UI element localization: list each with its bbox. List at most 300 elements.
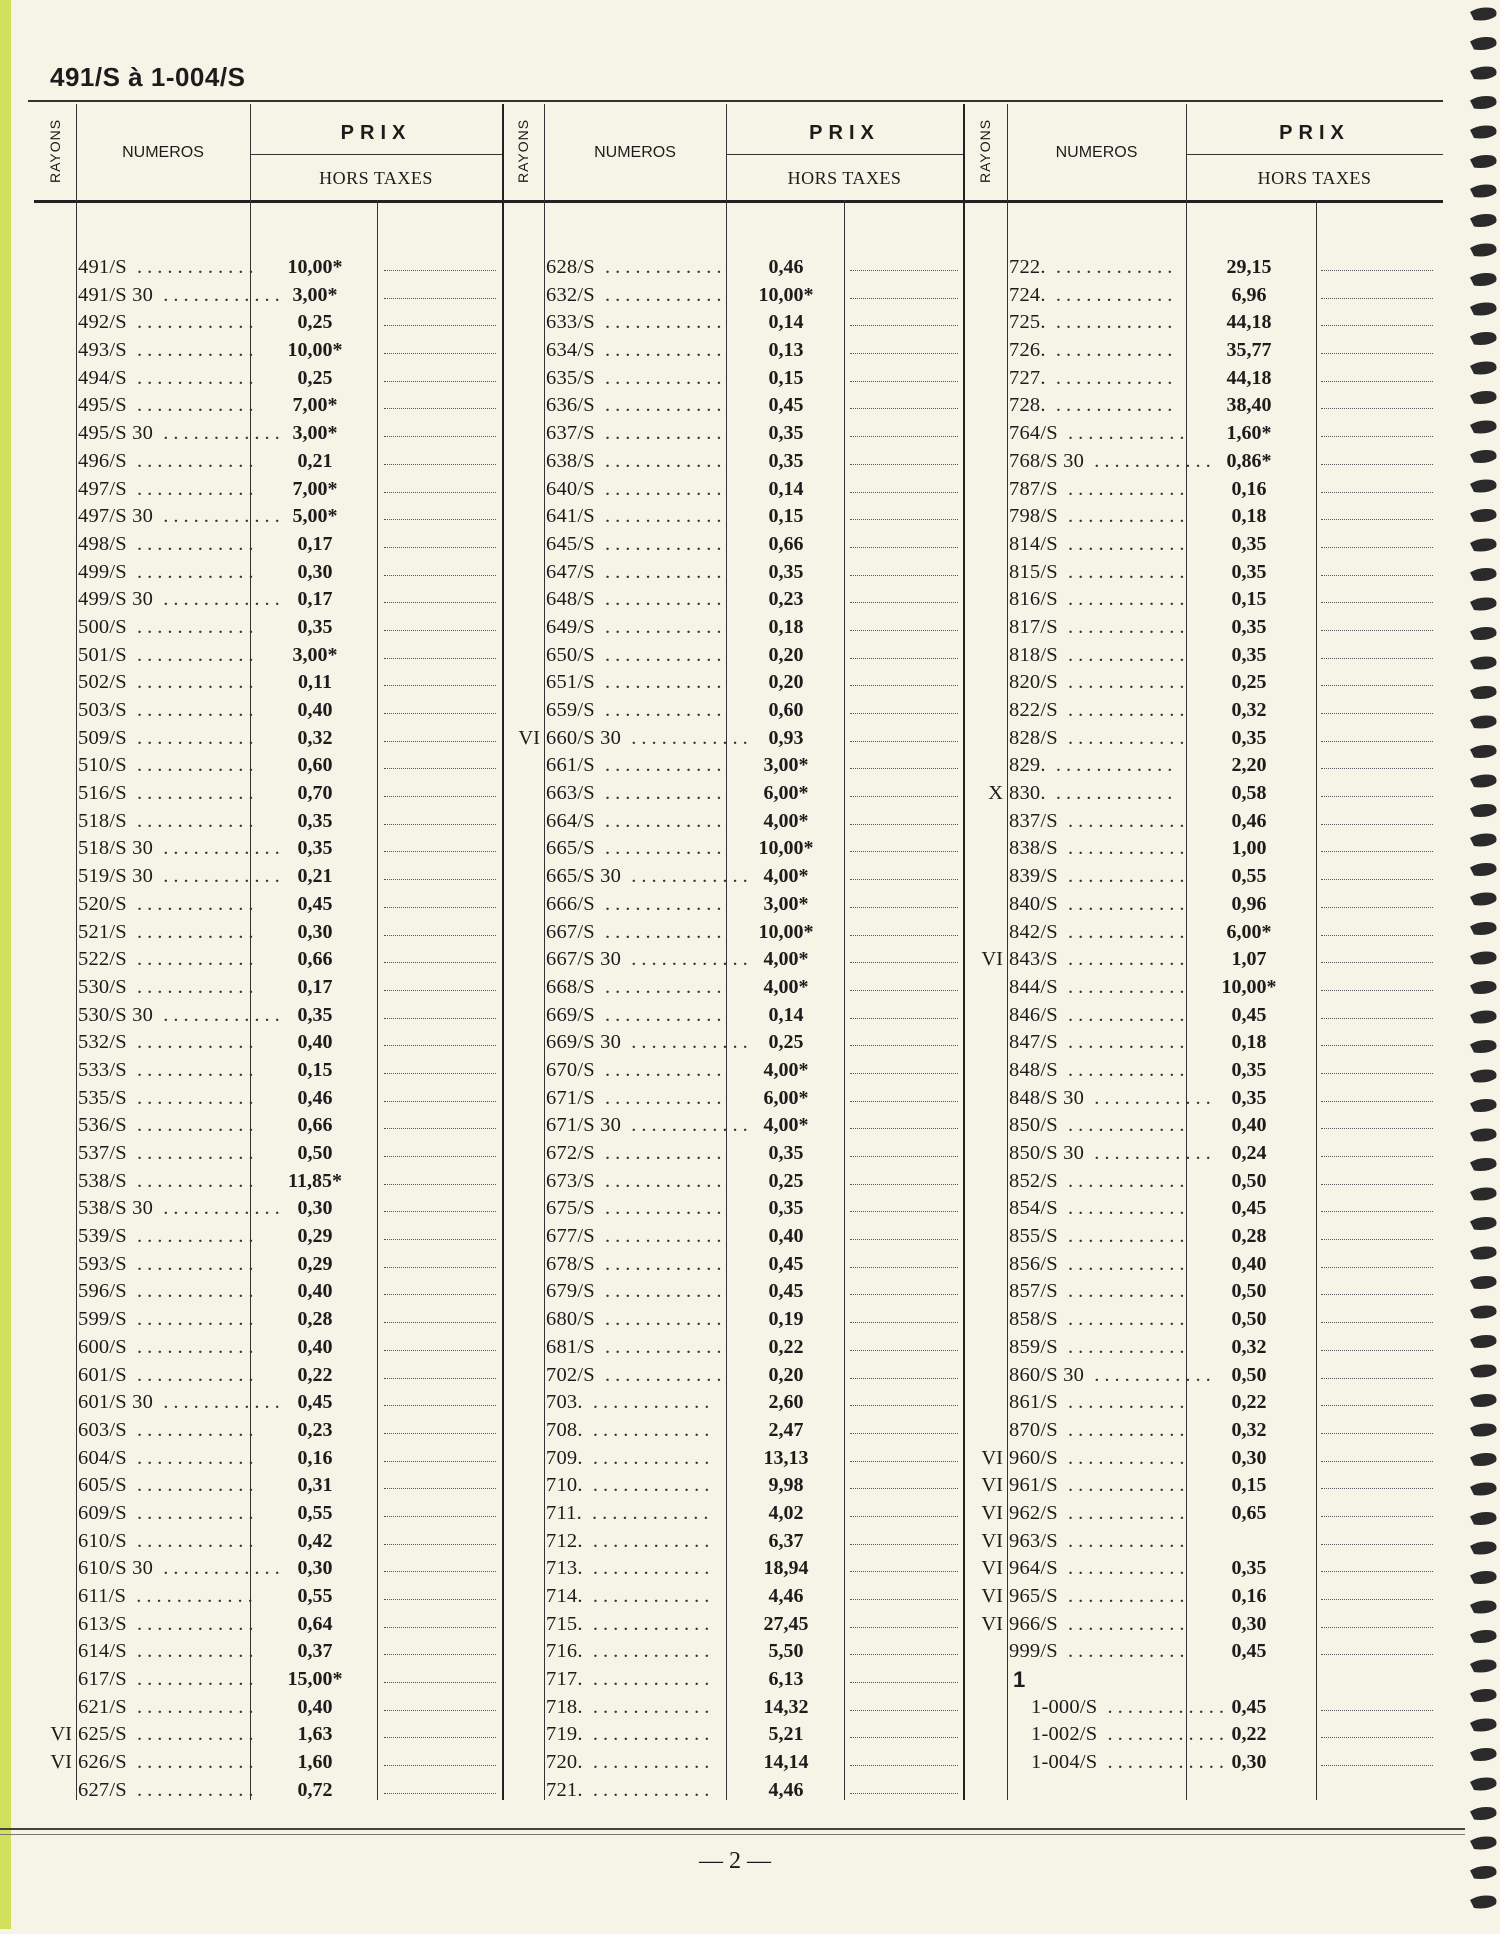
- price-cell: 0,20: [768, 671, 804, 694]
- spiral-ring: [1470, 1483, 1497, 1496]
- price-cell: 0,30: [1231, 1612, 1267, 1635]
- price-cell: 0,65: [1231, 1501, 1267, 1524]
- price-cell: 13,13: [763, 1446, 809, 1469]
- numero-cell: 678/S ............: [546, 1252, 727, 1275]
- table-row: [34, 476, 502, 504]
- numero-cell: 717. ............: [546, 1668, 715, 1691]
- numero-cell: 856/S ............: [1009, 1252, 1190, 1275]
- rayon-cell: VI: [981, 1501, 1003, 1524]
- price-cell: 29,15: [1226, 256, 1272, 278]
- spiral-ring: [1470, 362, 1497, 375]
- numero-cell: 536/S ............: [78, 1114, 259, 1137]
- table-row: [502, 586, 963, 614]
- spiral-ring: [1470, 1689, 1497, 1702]
- price-cell: 0,50: [1231, 1363, 1267, 1386]
- blank-price-line: [850, 1737, 958, 1738]
- table-row: [963, 1002, 1443, 1030]
- blank-price-line: [384, 381, 496, 382]
- spiral-ring: [1470, 1807, 1497, 1820]
- blank-price-line: [384, 630, 496, 631]
- blank-price-line: [384, 1654, 496, 1655]
- table-row: [34, 752, 502, 780]
- table-row: [34, 1362, 502, 1390]
- price-cell: 11,85*: [288, 1169, 342, 1192]
- blank-price-line: [850, 1018, 958, 1019]
- numero-cell: 713. ............: [546, 1557, 715, 1580]
- price-cell: 0,42: [297, 1529, 333, 1552]
- spiral-ring: [1470, 716, 1497, 729]
- numero-cell: 844/S ............: [1009, 975, 1190, 998]
- spiral-ring: [1470, 1424, 1497, 1437]
- table-row: [963, 642, 1443, 670]
- rayon-cell: VI: [981, 1529, 1003, 1552]
- blank-price-line: [384, 1793, 496, 1794]
- price-cell: 3,00*: [292, 422, 338, 445]
- numero-cell: 614/S ............: [78, 1640, 259, 1663]
- numero-cell: 857/S ............: [1009, 1280, 1190, 1303]
- numero-cell: 962/S ............: [1009, 1501, 1190, 1524]
- table-row: [34, 725, 502, 753]
- table-row: [502, 1195, 963, 1223]
- blank-price-line: [850, 962, 958, 963]
- blank-price-line: [384, 464, 496, 465]
- numero-cell: 798/S ............: [1009, 505, 1190, 528]
- blank-price-line: [384, 1488, 496, 1489]
- price-cell: 0,35: [1231, 726, 1267, 749]
- table-row: [502, 1251, 963, 1279]
- numero-cell: 626/S ............: [78, 1751, 259, 1774]
- price-cell: 7,00*: [292, 477, 338, 500]
- numero-cell: 712. ............: [546, 1529, 715, 1552]
- blank-price-line: [850, 1350, 958, 1351]
- numero-cell: 530/S ............: [78, 975, 259, 998]
- prix-header: PRIX: [1279, 122, 1350, 144]
- table-row: [34, 1140, 502, 1168]
- spiral-ring: [1470, 155, 1497, 168]
- numero-cell: 850/S ............: [1009, 1114, 1190, 1137]
- table-row: [34, 365, 502, 393]
- blank-price-line: [850, 879, 958, 880]
- price-cell: 0,22: [1231, 1391, 1267, 1414]
- price-cell: 0,45: [297, 1391, 333, 1414]
- price-cell: 6,13: [768, 1668, 804, 1691]
- numero-cell: 637/S ............: [546, 422, 727, 445]
- blank-price-line: [850, 408, 958, 409]
- blank-price-line: [1321, 547, 1433, 548]
- price-cell: 0,58: [1231, 782, 1267, 805]
- table-row: [963, 1085, 1443, 1113]
- numero-cell: 719. ............: [546, 1723, 715, 1746]
- price-cell: 0,32: [1231, 1418, 1267, 1441]
- spiral-ring: [1470, 1158, 1497, 1171]
- table-row: [963, 503, 1443, 531]
- rayon-cell: VI: [981, 1446, 1003, 1469]
- numeros-header: NUMEROS: [1055, 144, 1138, 161]
- price-cell: 6,00*: [1226, 920, 1272, 943]
- prix-header: PRIX: [809, 122, 880, 144]
- table-row: [502, 1168, 963, 1196]
- blank-price-line: [1321, 1322, 1433, 1323]
- price-cell: 0,30: [1231, 1446, 1267, 1469]
- price-cell: 0,64: [297, 1612, 333, 1635]
- table-row: [34, 1500, 502, 1528]
- numero-cell: 764/S ............: [1009, 422, 1190, 445]
- price-cell: 9,98: [768, 1474, 804, 1497]
- prix-header: PRIX: [340, 122, 412, 144]
- price-cell: 0,31: [297, 1474, 333, 1497]
- blank-price-line: [850, 1599, 958, 1600]
- blank-price-line: [850, 1211, 958, 1212]
- numero-cell: 647/S ............: [546, 560, 727, 583]
- numero-cell: 537/S ............: [78, 1142, 259, 1164]
- price-cell: 0,40: [297, 1280, 333, 1303]
- numero-cell: 966/S ............: [1009, 1612, 1190, 1635]
- numero-cell: 610/S ............: [78, 1529, 259, 1552]
- rayon-cell: VI: [518, 726, 540, 749]
- price-cell: 0,15: [768, 505, 804, 528]
- blank-price-line: [850, 436, 958, 437]
- table-row: [963, 1500, 1443, 1528]
- numero-cell: 625/S ............: [78, 1723, 259, 1746]
- table-row: [963, 1445, 1443, 1473]
- price-cell: 4,46: [768, 1778, 804, 1801]
- blank-price-line: [384, 1350, 496, 1351]
- price-cell: 35,77: [1226, 339, 1272, 362]
- blank-price-line: [1321, 907, 1433, 908]
- price-cell: 0,13: [768, 339, 804, 362]
- price-cell: 0,45: [1231, 1003, 1267, 1026]
- numero-cell: 593/S ............: [78, 1252, 259, 1275]
- blank-price-line: [850, 1433, 958, 1434]
- numero-cell: 669/S 30 ............: [546, 1031, 753, 1054]
- numero-cell: 627/S ............: [78, 1778, 259, 1801]
- numeros-header: NUMEROS: [122, 144, 204, 161]
- numero-cell: 716. ............: [546, 1640, 715, 1663]
- spiral-ring: [1470, 1630, 1497, 1643]
- table-row: [963, 835, 1443, 863]
- price-cell: 0,32: [1231, 699, 1267, 721]
- price-cell: 0,60: [297, 754, 333, 777]
- blank-price-line: [1321, 630, 1433, 631]
- table-row: [502, 752, 963, 780]
- table-row: [34, 1057, 502, 1085]
- price-cell: 0,14: [768, 311, 804, 334]
- blank-price-line: [1321, 1405, 1433, 1406]
- numeros-header: NUMEROS: [594, 144, 676, 161]
- table-row: [963, 1112, 1443, 1140]
- price-cell: 0,45: [1231, 1640, 1267, 1663]
- spiral-ring: [1470, 37, 1497, 50]
- blank-price-line: [850, 1045, 958, 1046]
- table-row: [963, 1195, 1443, 1223]
- blank-price-line: [384, 1267, 496, 1268]
- price-cell: 0,20: [768, 643, 804, 666]
- table-row: [963, 1721, 1443, 1749]
- spiral-ring: [1470, 1129, 1497, 1142]
- prix-divider: [250, 154, 502, 155]
- spiral-ring: [1470, 1276, 1497, 1289]
- price-cell: 14,14: [763, 1751, 809, 1774]
- spiral-ring: [1470, 332, 1497, 345]
- price-cell: 0,15: [297, 1058, 333, 1081]
- spiral-ring: [1470, 1217, 1497, 1230]
- spiral-ring: [1470, 67, 1497, 80]
- price-cell: 18,94: [763, 1557, 809, 1580]
- numero-cell: 503/S ............: [78, 699, 259, 721]
- price-cell: 7,00*: [292, 394, 338, 417]
- numero-cell: 820/S ............: [1009, 671, 1190, 694]
- blank-price-line: [850, 1516, 958, 1517]
- numero-cell: 668/S ............: [546, 975, 727, 998]
- table-row: [34, 1694, 502, 1722]
- table-row: [34, 780, 502, 808]
- numero-cell: 714. ............: [546, 1585, 715, 1607]
- spiral-ring: [1470, 1512, 1497, 1525]
- price-cell: 0,35: [1231, 1086, 1267, 1109]
- price-cell: 0,55: [297, 1501, 333, 1524]
- numero-cell: 721. ............: [546, 1778, 715, 1801]
- price-cell: 10,00*: [758, 283, 814, 306]
- blank-price-line: [384, 1544, 496, 1545]
- rayon-cell: VI: [981, 1474, 1003, 1497]
- blank-price-line: [1321, 1765, 1433, 1766]
- spiral-ring: [1470, 834, 1497, 847]
- numero-cell: 493/S ............: [78, 339, 259, 362]
- numero-cell: 501/S ............: [78, 643, 259, 666]
- table-row: [963, 1140, 1443, 1168]
- price-cell: 10,00*: [287, 339, 343, 362]
- blank-price-line: [384, 575, 496, 576]
- blank-price-line: [1321, 768, 1433, 769]
- blank-price-line: [384, 436, 496, 437]
- numero-cell: 870/S ............: [1009, 1418, 1190, 1441]
- price-cell: 0,29: [297, 1252, 333, 1275]
- price-cell: 0,30: [1231, 1751, 1267, 1774]
- table-row: [502, 1611, 963, 1639]
- spiral-ring: [1470, 981, 1497, 994]
- numero-cell: 677/S ............: [546, 1225, 727, 1248]
- numero-cell: 632/S ............: [546, 283, 727, 306]
- spiral-ring: [1470, 863, 1497, 876]
- prix-divider: [1186, 154, 1443, 155]
- price-cell: 1,00: [1231, 837, 1267, 860]
- numero-cell: 621/S ............: [78, 1695, 259, 1718]
- spiral-ring: [1470, 509, 1497, 522]
- numero-cell: 861/S ............: [1009, 1391, 1190, 1414]
- price-cell: 1,60: [297, 1751, 333, 1774]
- spiral-ring: [1470, 214, 1497, 227]
- blank-price-line: [1321, 1184, 1433, 1185]
- price-cell: 0,55: [1231, 865, 1267, 888]
- table-row: [34, 835, 502, 863]
- table-row: [34, 1417, 502, 1445]
- numero-cell: 521/S ............: [78, 920, 259, 943]
- blank-price-line: [1321, 935, 1433, 936]
- table-row: [502, 1555, 963, 1583]
- price-cell: 0,21: [297, 865, 333, 888]
- table-row: [502, 420, 963, 448]
- numero-cell: 635/S ............: [546, 366, 727, 389]
- price-cell: 0,18: [1231, 1031, 1267, 1054]
- table-row: [502, 614, 963, 642]
- numero-cell: 708. ............: [546, 1418, 715, 1441]
- table-row: [34, 1611, 502, 1639]
- numero-cell: 649/S ............: [546, 615, 727, 638]
- table-row: [34, 1195, 502, 1223]
- numero-cell: 640/S ............: [546, 477, 727, 500]
- table-row: [502, 1445, 963, 1473]
- price-cell: 4,00*: [763, 975, 809, 998]
- table-row: [34, 1306, 502, 1334]
- blank-price-line: [1321, 353, 1433, 354]
- numero-cell: 666/S ............: [546, 892, 727, 915]
- blank-price-line: [384, 547, 496, 548]
- price-cell: 0,25: [1231, 671, 1267, 694]
- table-row: [963, 891, 1443, 919]
- table-row: [34, 1777, 502, 1805]
- numero-cell: 963/S ............: [1009, 1529, 1190, 1552]
- price-cell: 6,00*: [763, 782, 809, 805]
- price-cell: 0,35: [297, 615, 333, 638]
- spiral-ring: [1470, 96, 1497, 109]
- table-row: [34, 392, 502, 420]
- numero-cell: 670/S ............: [546, 1058, 727, 1081]
- price-cell: 0,14: [768, 477, 804, 500]
- table-row: [34, 1029, 502, 1057]
- table-row: [963, 1528, 1443, 1556]
- numero-cell: 516/S ............: [78, 782, 259, 805]
- table-row: [34, 1666, 502, 1694]
- price-cell: 2,60: [768, 1391, 804, 1414]
- table-row: [34, 1223, 502, 1251]
- blank-price-line: [384, 1018, 496, 1019]
- numero-cell: 768/S 30 ............: [1009, 449, 1216, 472]
- price-cell: 0,46: [768, 256, 804, 278]
- price-rows: [963, 254, 1443, 1777]
- numero-cell: 510/S ............: [78, 754, 259, 777]
- price-cell: 0,40: [1231, 1252, 1267, 1275]
- price-cell: 0,46: [297, 1086, 333, 1109]
- price-cell: 0,55: [297, 1585, 333, 1607]
- rayon-cell: VI: [981, 1612, 1003, 1635]
- price-cell: 0,32: [297, 726, 333, 749]
- blank-price-line: [850, 1544, 958, 1545]
- numero-cell: 702/S ............: [546, 1363, 727, 1386]
- table-row: [34, 642, 502, 670]
- blank-price-line: [1321, 1018, 1433, 1019]
- table-row: [963, 420, 1443, 448]
- blank-price-line: [850, 630, 958, 631]
- spiral-ring: [1470, 1335, 1497, 1348]
- numero-cell: 498/S ............: [78, 532, 259, 555]
- blank-price-line: [850, 1267, 958, 1268]
- prix-divider: [726, 154, 963, 155]
- table-row: [34, 1334, 502, 1362]
- blank-price-line: [850, 768, 958, 769]
- table-row: [963, 1638, 1443, 1666]
- numero-cell: 709. ............: [546, 1446, 715, 1469]
- numero-cell: 839/S ............: [1009, 865, 1190, 888]
- numero-cell: 815/S ............: [1009, 560, 1190, 583]
- table-row: [502, 337, 963, 365]
- blank-price-line: [384, 1239, 496, 1240]
- numero-cell: 600/S ............: [78, 1335, 259, 1358]
- blank-price-line: [850, 1627, 958, 1628]
- numero-cell: 725. ............: [1009, 311, 1178, 334]
- blank-price-line: [384, 1433, 496, 1434]
- price-cell: 0,50: [297, 1142, 333, 1164]
- blank-price-line: [850, 464, 958, 465]
- price-cell: 3,00*: [292, 283, 338, 306]
- table-row: [34, 1278, 502, 1306]
- price-cell: 0,28: [1231, 1225, 1267, 1248]
- table-row: [502, 1472, 963, 1500]
- numero-cell: 660/S 30 ............: [546, 726, 753, 749]
- blank-price-line: [1321, 1433, 1433, 1434]
- numero-cell: 859/S ............: [1009, 1335, 1190, 1358]
- numero-cell: 499/S ............: [78, 560, 259, 583]
- numero-cell: 604/S ............: [78, 1446, 259, 1469]
- table-row: [502, 946, 963, 974]
- numero-cell: 599/S ............: [78, 1308, 259, 1331]
- blank-price-line: [850, 824, 958, 825]
- numero-cell: 664/S ............: [546, 809, 727, 832]
- hors-taxes-header: HORS TAXES: [1257, 168, 1372, 188]
- price-cell: 0,21: [297, 449, 333, 472]
- blank-price-line: [1321, 1710, 1433, 1711]
- price-cell: 0,40: [1231, 1114, 1267, 1137]
- table-row: [963, 476, 1443, 504]
- price-cell: 5,50: [768, 1640, 804, 1663]
- table-row: [963, 1362, 1443, 1390]
- table-row: [34, 254, 502, 282]
- price-cell: 0,35: [1231, 615, 1267, 638]
- numero-cell: 960/S ............: [1009, 1446, 1190, 1469]
- blank-price-line: [850, 1294, 958, 1295]
- numero-cell: 679/S ............: [546, 1280, 727, 1303]
- table-row: [34, 808, 502, 836]
- price-cell: 0,23: [297, 1418, 333, 1441]
- price-column-1: [34, 104, 502, 1804]
- price-cell: 0,40: [297, 699, 333, 721]
- price-cell: 0,70: [297, 782, 333, 805]
- numero-cell: 535/S ............: [78, 1086, 259, 1109]
- table-row: [502, 559, 963, 587]
- spiral-ring: [1470, 126, 1497, 139]
- blank-price-line: [1321, 990, 1433, 991]
- spiral-ring: [1470, 1188, 1497, 1201]
- table-row: [502, 309, 963, 337]
- table-row: [502, 282, 963, 310]
- blank-price-line: [1321, 851, 1433, 852]
- numero-cell: 499/S 30 ............: [78, 588, 285, 611]
- blank-price-line: [1321, 270, 1433, 271]
- price-cell: 2,47: [768, 1418, 804, 1441]
- blank-price-line: [850, 602, 958, 603]
- spiral-ring: [1470, 1837, 1497, 1850]
- blank-price-line: [384, 1682, 496, 1683]
- price-cell: 0,40: [297, 1695, 333, 1718]
- table-row: [502, 1638, 963, 1666]
- price-cell: 3,00*: [763, 754, 809, 777]
- blank-price-line: [384, 270, 496, 271]
- table-row: [502, 1002, 963, 1030]
- numero-cell: 497/S 30 ............: [78, 505, 285, 528]
- numero-cell: 710. ............: [546, 1474, 715, 1497]
- rayons-header: RAYONS: [515, 118, 531, 183]
- table-row: [34, 1638, 502, 1666]
- blank-price-line: [384, 1599, 496, 1600]
